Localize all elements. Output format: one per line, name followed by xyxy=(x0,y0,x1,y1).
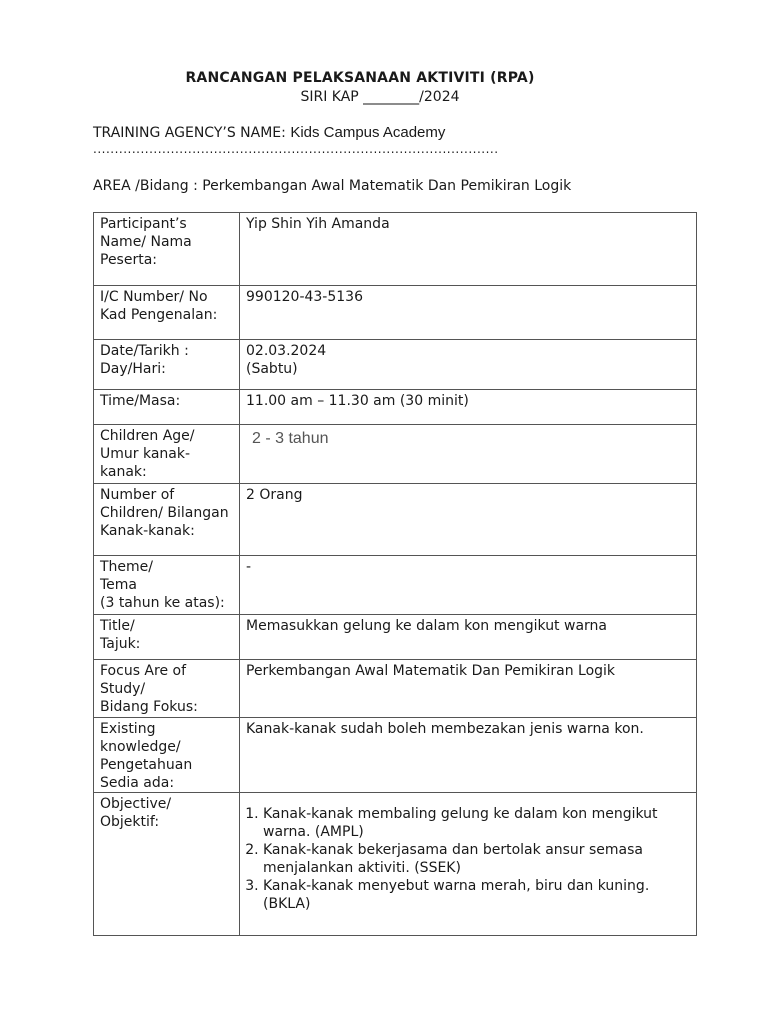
table-row-number xyxy=(94,484,697,556)
participant-value: Yip Shin Yih Amanda xyxy=(240,213,697,286)
agency-line xyxy=(93,124,445,141)
table-row-focus xyxy=(94,660,697,718)
objective-item: 2. Kanak-kanak bekerjasama dan bertolak ansur semasa menjalankan aktiviti. (SSEK) xyxy=(263,841,690,877)
table-row-theme xyxy=(94,556,697,615)
table-row-knowledge xyxy=(94,718,697,793)
document-subtitle: SIRI KAP ________/2024 xyxy=(300,89,460,105)
age-value: 2 - 3 tahun xyxy=(252,430,329,447)
table-row-time xyxy=(94,390,697,425)
theme-label-cell xyxy=(94,556,240,615)
objective-label: Objective/ xyxy=(100,796,172,812)
date-value: 02.03.2024 xyxy=(246,343,327,359)
table-row-title xyxy=(94,615,697,660)
participant-label: Participant’s Name/ Nama Peserta: xyxy=(94,213,240,286)
date-label-cell xyxy=(94,340,240,390)
table-row-participant xyxy=(94,213,697,286)
focus-label-cell xyxy=(94,660,240,718)
table-row-objective xyxy=(94,793,697,936)
objective-item: 1. Kanak-kanak membaling gelung ke dalam kon mengikut warna. (AMPL) xyxy=(263,805,690,841)
theme-label: Theme/ xyxy=(100,559,154,575)
focus-value: Perkembangan Awal Matematik Dan Pemikiran Logik xyxy=(240,660,697,718)
title-value: Memasukkan gelung ke dalam kon mengikut warna xyxy=(240,615,697,660)
rpa-table xyxy=(93,212,697,936)
focus-label: Focus Are of Study/ xyxy=(100,663,187,697)
dotted-line: .............................................................................................. xyxy=(93,142,499,156)
table-row-date xyxy=(94,340,697,390)
tajuk-label: Tajuk: xyxy=(100,636,141,652)
age-value-cell xyxy=(240,425,697,484)
date-label: Date/Tarikh : xyxy=(100,343,189,359)
title-label: Title/ xyxy=(100,618,135,634)
knowledge-label: Existing knowledge/ Pengetahuan Sedia ada: xyxy=(94,718,240,793)
document-title: RANCANGAN PELAKSANAAN AKTIVITI (RPA) xyxy=(185,70,535,86)
objective-list xyxy=(246,805,690,913)
knowledge-value: Kanak-kanak sudah boleh membezakan jenis warna kon. xyxy=(240,718,697,793)
title-label-cell xyxy=(94,615,240,660)
number-value: 2 Orang xyxy=(240,484,697,556)
day-label: Day/Hari: xyxy=(100,361,166,377)
agency-label: TRAINING AGENCY’S NAME: xyxy=(93,125,291,141)
time-value: 11.00 am – 11.30 am (30 minit) xyxy=(240,390,697,425)
agency-value: Kids Campus Academy xyxy=(290,124,446,141)
number-label: Number of Children/ Bilangan Kanak-kanak: xyxy=(94,484,240,556)
ic-value: 990120-43-5136 xyxy=(240,286,697,340)
tema-label: Tema xyxy=(100,577,138,593)
theme-age-label: (3 tahun ke atas): xyxy=(100,595,225,611)
theme-value: - xyxy=(240,556,697,615)
day-value: (Sabtu) xyxy=(246,361,298,377)
ic-label: I/C Number/ No Kad Pengenalan: xyxy=(94,286,240,340)
table-row-age xyxy=(94,425,697,484)
bidang-fokus-label: Bidang Fokus: xyxy=(100,699,198,715)
time-label: Time/Masa: xyxy=(94,390,240,425)
table-row-ic xyxy=(94,286,697,340)
objektif-label: Objektif: xyxy=(100,814,160,830)
objective-item: 3. Kanak-kanak menyebut warna merah, biru dan kuning. (BKLA) xyxy=(263,877,690,913)
date-value-cell xyxy=(240,340,697,390)
objective-label-cell xyxy=(94,793,240,936)
area-line: AREA /Bidang : Perkembangan Awal Matematik Dan Pemikiran Logik xyxy=(93,178,572,194)
age-label: Children Age/ Umur kanak-kanak: xyxy=(94,425,240,484)
objective-value-cell xyxy=(240,793,697,936)
